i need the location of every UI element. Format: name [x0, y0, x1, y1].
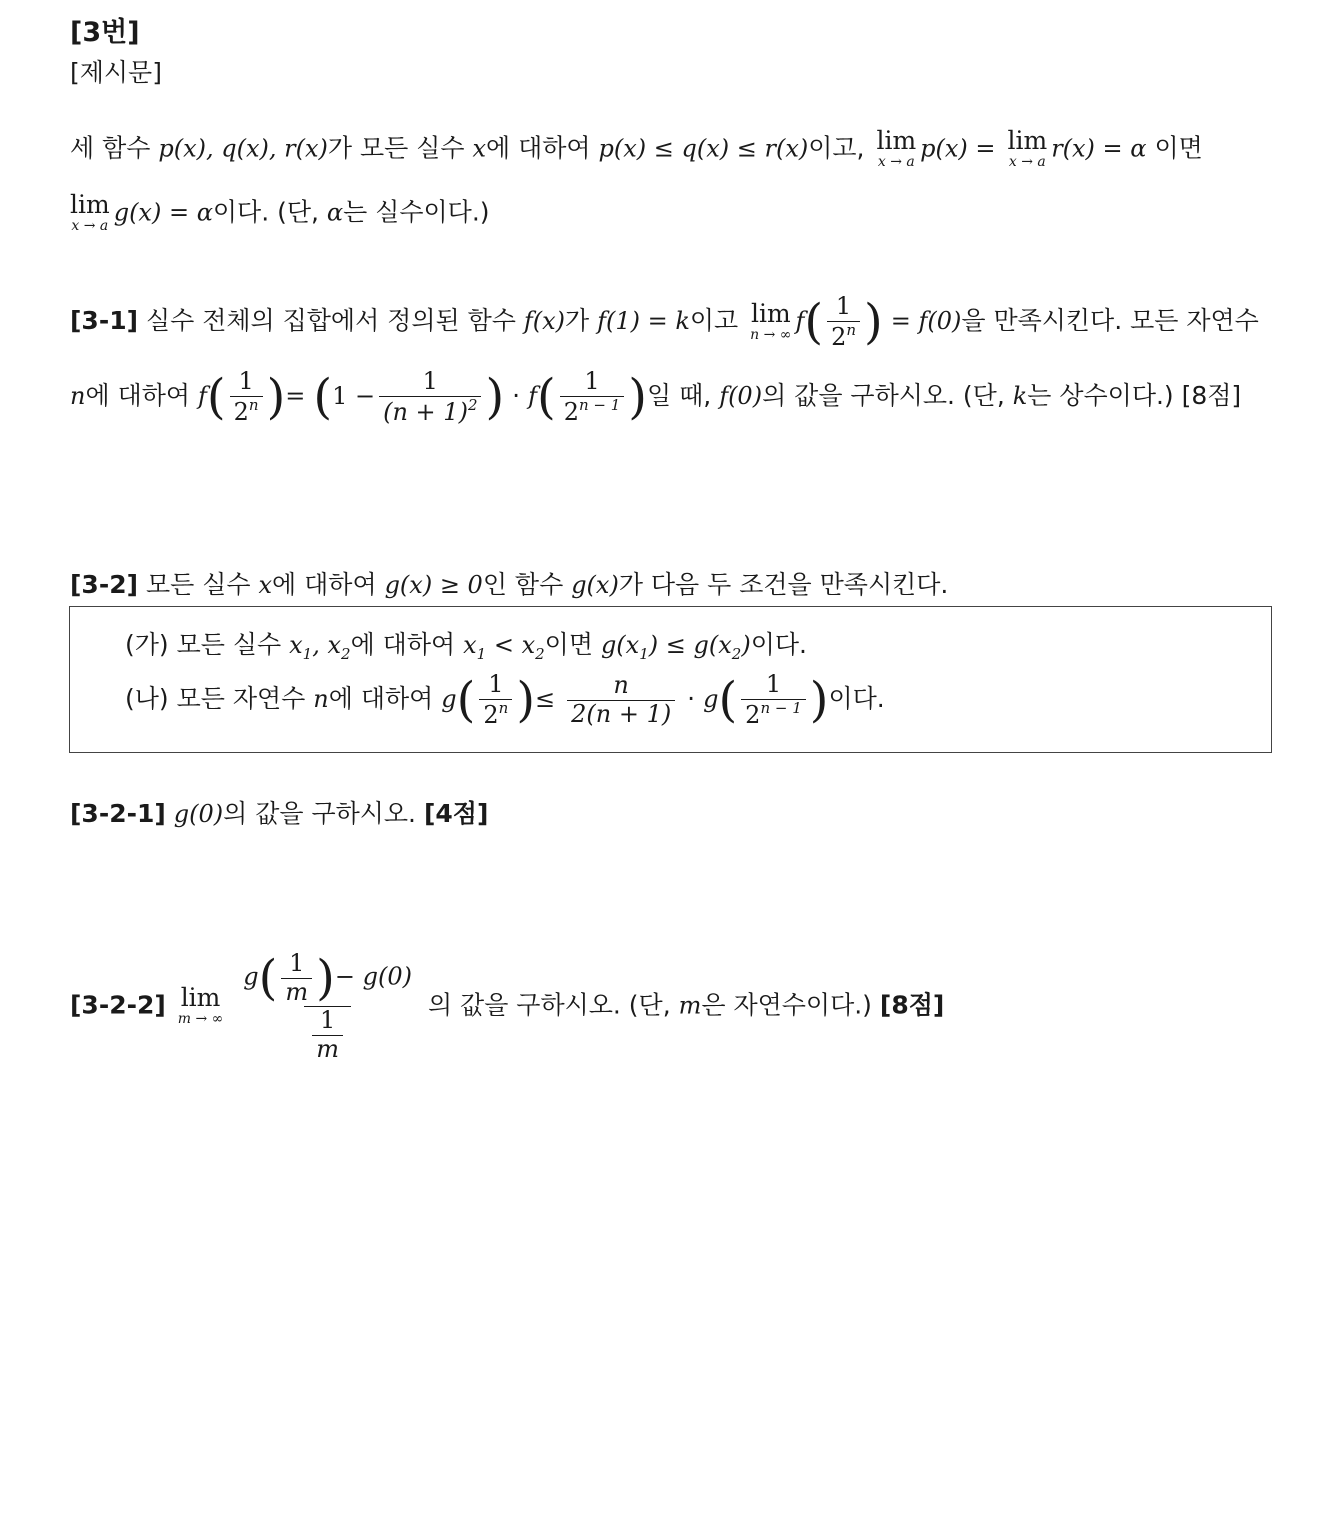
- limit-operator: [178, 985, 224, 1028]
- math-inequality: p(x) ≤ q(x) ≤ r(x): [598, 134, 809, 163]
- math-var: k: [1012, 382, 1028, 411]
- q322-text: 은 자연수이다.): [701, 990, 872, 1020]
- le: ) ≤: [648, 631, 686, 659]
- paren-open: (: [313, 369, 333, 426]
- numerator: 1: [584, 367, 600, 395]
- subscript: 2: [731, 644, 742, 663]
- lim-subscript: n → ∞: [750, 326, 792, 343]
- math-expr: [600, 631, 751, 663]
- cond-text: 이다.: [828, 684, 885, 714]
- q322-score: [8점]: [879, 990, 945, 1020]
- math-expr: g(0): [173, 800, 224, 828]
- q31-text: 일 때,: [647, 381, 712, 411]
- math-expr: g(x) ≥ 0: [384, 571, 483, 599]
- fraction: [281, 950, 312, 1006]
- fraction: [230, 368, 263, 426]
- paren-open: (: [804, 294, 824, 351]
- denominator: m: [312, 1035, 343, 1064]
- math-expr: r(x) = α: [1051, 134, 1147, 163]
- paren-close: ): [628, 369, 648, 426]
- intro-text: 이면: [1154, 133, 1203, 163]
- q31-text: 에 대하여: [85, 381, 191, 411]
- exponent: n − 1: [760, 698, 802, 717]
- paren-close: ): [485, 369, 505, 426]
- denominator: [230, 396, 263, 427]
- math-g: g: [703, 685, 719, 714]
- intro-text: 세 함수: [70, 133, 151, 163]
- var: x: [327, 631, 342, 659]
- fraction: [560, 368, 625, 426]
- fraction: [567, 672, 675, 728]
- math-expr: p(x) =: [920, 134, 996, 163]
- limit-operator: [1007, 128, 1047, 171]
- subscript: 2: [341, 644, 351, 663]
- exponent: 2: [467, 395, 478, 414]
- paren-close: ): [316, 950, 335, 1007]
- math-var: α: [326, 198, 344, 227]
- intro-line-2: [70, 192, 490, 235]
- q322-text: 의 값을 구하시오. (단,: [427, 990, 671, 1020]
- intro-text: 는 실수이다.): [343, 197, 490, 227]
- fraction: [479, 671, 512, 729]
- paren-close: ): [809, 672, 829, 729]
- math-var: n: [70, 382, 86, 411]
- numerator: 1: [488, 670, 504, 698]
- base: 2: [483, 700, 499, 729]
- lt: <: [493, 631, 514, 659]
- q31-text: 이고: [689, 306, 739, 336]
- base: 2: [563, 397, 579, 426]
- lim-subscript: m → ∞: [177, 1011, 224, 1028]
- math-f: f: [528, 382, 537, 411]
- q321-label: [3-2-1]: [70, 799, 166, 828]
- fraction: [379, 368, 481, 426]
- paren-open: (: [206, 369, 226, 426]
- cond-text: 이다.: [750, 630, 807, 659]
- q321-text: 의 값을 구하시오.: [223, 799, 417, 828]
- limit-operator: [876, 128, 916, 171]
- cond-text: 에 대하여: [328, 684, 434, 714]
- paren-open: (: [258, 950, 278, 1007]
- var: x: [521, 631, 536, 659]
- denominator: [560, 396, 625, 427]
- paren-close: ): [864, 294, 883, 351]
- var: x: [463, 631, 477, 659]
- paren-open: (: [718, 672, 738, 729]
- var: x: [625, 631, 640, 659]
- math-expr: f(1) = k: [597, 307, 690, 336]
- numerator: 1: [765, 670, 782, 698]
- exponent: n: [846, 320, 857, 339]
- denominator: m: [281, 978, 312, 1007]
- q321-line: [70, 794, 488, 830]
- fraction: [827, 293, 860, 351]
- g: g(: [693, 631, 719, 659]
- denominator: 2(n + 1): [567, 700, 675, 729]
- g: g(: [600, 631, 626, 659]
- denominator: [741, 699, 806, 730]
- q322-line: [70, 950, 944, 1063]
- dot: ·: [687, 684, 696, 714]
- numerator: n: [613, 671, 629, 699]
- condition-ga: [125, 625, 807, 663]
- math-expr: f(x): [523, 307, 565, 336]
- denominator: [479, 699, 512, 730]
- math-expr: = f(0): [890, 307, 962, 336]
- denominator: [379, 396, 481, 427]
- section-label: [제시문]: [70, 58, 162, 87]
- numerator: 1: [238, 367, 254, 395]
- numerator: 1: [422, 367, 438, 395]
- limit-operator: [750, 298, 792, 344]
- q31-line-1: [70, 293, 1259, 351]
- intro-text: 이다. (단,: [212, 197, 319, 227]
- subscript: 1: [639, 644, 649, 663]
- math-f: f: [197, 382, 207, 411]
- intro-text: 이고,: [808, 133, 865, 163]
- numerator: 1: [289, 949, 305, 977]
- q31-text: 을 만족시킨다. 모든 자연수: [961, 306, 1259, 336]
- q31-line-2: [70, 368, 1241, 426]
- base: (n + 1): [383, 397, 468, 426]
- q32-text: 가 다음 두 조건을 만족시킨다.: [618, 570, 949, 599]
- lim-word: lim: [750, 298, 791, 328]
- paren-close: ): [266, 369, 286, 426]
- q31-text: 가: [564, 306, 590, 336]
- q32-line: [70, 565, 948, 601]
- dot: ·: [512, 381, 521, 411]
- lim-subscript: x → a: [71, 218, 109, 234]
- limit-operator: [70, 192, 110, 235]
- paren-close: ): [516, 672, 536, 729]
- numerator: 1: [835, 292, 852, 320]
- math-var: m: [678, 991, 702, 1020]
- math-g: g: [441, 685, 457, 714]
- comma: ,: [312, 631, 320, 659]
- q321-score: [4점]: [423, 799, 489, 828]
- q31-text: 실수 전체의 집합에서 정의된 함수: [145, 306, 516, 336]
- math-expr: g(x): [571, 571, 619, 599]
- math-var: [289, 631, 351, 663]
- numerator: 1: [319, 1006, 336, 1035]
- math-var: x: [258, 571, 273, 599]
- q32-label: [3-2]: [70, 570, 139, 599]
- intro-text: 가 모든 실수: [327, 133, 465, 163]
- problem-number: [3번]: [70, 17, 140, 48]
- lim-word: lim: [180, 983, 221, 1013]
- q32-text: 에 대하여: [272, 570, 377, 599]
- le: ≤: [535, 685, 556, 714]
- cond-text: (가) 모든 실수: [125, 630, 282, 659]
- math-f: f: [795, 307, 805, 336]
- close: ): [741, 631, 751, 659]
- subscript: 1: [476, 644, 487, 663]
- exponent: n − 1: [578, 395, 621, 414]
- base: 2: [745, 700, 761, 729]
- condition-na: [125, 671, 885, 729]
- math-expr: − g(0): [334, 962, 412, 991]
- paren-open: (: [536, 369, 556, 426]
- fraction: [312, 1007, 343, 1063]
- q31-text: 는 상수이다.) [8점]: [1027, 381, 1242, 411]
- big-fraction: [239, 950, 416, 1063]
- q32-text: 모든 실수: [145, 570, 251, 599]
- var: x: [289, 631, 303, 659]
- lim-word: lim: [876, 126, 917, 155]
- exponent: n: [248, 395, 259, 414]
- lim-word: lim: [1007, 126, 1048, 155]
- exponent: n: [498, 698, 509, 717]
- intro-line-1: [70, 128, 1203, 171]
- paren-open: (: [456, 672, 476, 729]
- lim-word: lim: [70, 190, 110, 219]
- fraction: [741, 671, 806, 729]
- math-expr: [463, 631, 545, 663]
- subscript: 1: [302, 644, 313, 663]
- base: 2: [233, 397, 249, 426]
- math-expr: g(x) = α: [113, 198, 213, 227]
- cond-text: 에 대하여: [350, 630, 456, 659]
- subscript: 2: [535, 644, 545, 663]
- base: 2: [831, 322, 847, 351]
- math-var: n: [313, 685, 329, 714]
- math-g: g: [243, 962, 259, 991]
- math-var: x: [472, 134, 487, 163]
- q31-label: [3-1]: [70, 306, 139, 336]
- equals: =: [285, 382, 306, 411]
- intro-text: 에 대하여: [486, 133, 591, 163]
- math-expr: 1 −: [332, 382, 376, 411]
- cond-text: (나) 모든 자연수: [125, 684, 306, 714]
- var: x: [718, 631, 732, 659]
- q31-text: 의 값을 구하시오. (단,: [762, 381, 1005, 411]
- q32-text: 인 함수: [482, 570, 564, 599]
- denominator: [304, 1006, 351, 1063]
- denominator: [827, 321, 860, 352]
- lim-subscript: x → a: [877, 154, 915, 170]
- cond-text: 이면: [544, 630, 593, 659]
- math-funcs: p(x), q(x), r(x): [158, 134, 328, 163]
- q322-label: [3-2-2]: [70, 990, 166, 1020]
- lim-subscript: x → a: [1008, 154, 1046, 170]
- numerator: [239, 950, 416, 1006]
- math-expr: f(0): [719, 382, 763, 411]
